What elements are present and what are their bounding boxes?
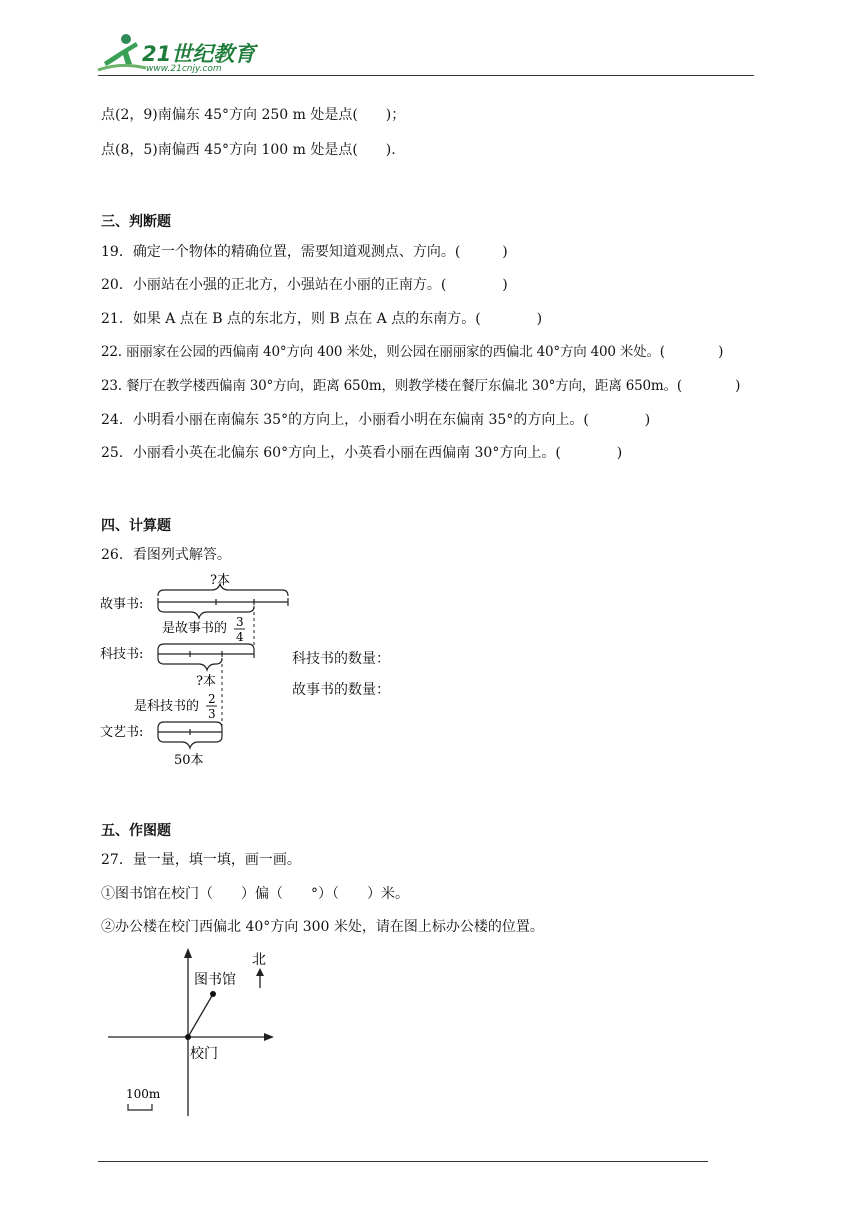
question-25: 25．小丽看小英在北偏东 60°方向上，小英看小丽在西偏南 30°方向上。( ) <box>101 445 623 461</box>
gate-point <box>185 1034 191 1040</box>
library-point <box>210 991 216 997</box>
footer-divider <box>98 1161 708 1162</box>
story-unknown-label: ?本 <box>210 573 230 588</box>
question-20: 20．小丽站在小强的正北方，小强站在小丽的正南方。( ) <box>101 277 508 293</box>
question-23: 23. 餐厅在教学楼西偏南 30°方向，距离 650m，则教学楼在餐厅东偏北 30°方向，距离 650m。( ) <box>101 378 741 394</box>
segment-diagram <box>96 570 396 770</box>
scale-bar <box>128 1104 152 1110</box>
art-book-label: 文艺书: <box>100 725 144 740</box>
header-divider <box>98 75 754 76</box>
question-19: 19．确定一个物体的精确位置，需要知道观测点、方向。( ) <box>101 244 508 260</box>
north-label: 北 <box>252 952 266 968</box>
header-logo <box>96 32 266 76</box>
question-21: 21．如果 A 点在 B 点的东北方，则 B 点在 A 点的东南方。( ) <box>101 311 543 327</box>
question-22: 22. 丽丽家在公园的西偏南 40°方向 400 米处，则公园在丽丽家的西偏北 40°方向 400 米处。( ) <box>101 344 724 360</box>
continuation-line-2: 点(8，5)南偏西 45°方向 100 m 处是点( ). <box>101 142 396 158</box>
fraction-label-1: 是故事书的 <box>162 621 228 636</box>
direction-map <box>104 944 294 1124</box>
logo-url: www.21cnjy.com <box>146 64 222 74</box>
fraction-label-2: 是科技书的 <box>134 699 200 714</box>
science-book-label: 科技书: <box>100 647 144 662</box>
fraction-2-num: 2 <box>208 692 216 706</box>
library-label: 图书馆 <box>194 972 236 988</box>
art-book-value: 50本 <box>174 753 204 768</box>
question-24: 24．小明看小丽在南偏东 35°的方向上，小丽看小明在东偏南 35°的方向上。( ) <box>101 412 651 428</box>
runner-logo-icon <box>96 32 148 76</box>
section-title-calculation: 四、计算题 <box>101 518 171 534</box>
answer-prompt-story: 故事书的数量： <box>292 682 390 698</box>
logo-title: 21世纪教育 <box>142 42 256 66</box>
question-27-part-2: ②办公楼在校门西偏北 40°方向 300 米处，请在图上标办公楼的位置。 <box>101 919 544 935</box>
section-title-drawing: 五、作图题 <box>101 823 171 839</box>
fraction-2-den: 3 <box>208 707 216 721</box>
question-27-part-1: ①图书馆在校门（ ）偏（ °）（ ）米。 <box>101 886 409 902</box>
fraction-1-num: 3 <box>236 615 244 629</box>
scale-label: 100m <box>126 1087 161 1101</box>
answer-prompt-science: 科技书的数量： <box>292 651 390 667</box>
science-unknown-label: ?本 <box>196 674 216 689</box>
fraction-1-den: 4 <box>236 630 244 644</box>
north-arrow-icon <box>256 968 264 988</box>
section-title-judgment: 三、判断题 <box>101 214 171 230</box>
continuation-line-1: 点(2，9)南偏东 45°方向 250 m 处是点( )； <box>101 107 406 123</box>
story-book-label: 故事书: <box>100 597 144 612</box>
question-27: 27．量一量，填一填，画一画。 <box>101 852 301 868</box>
gate-label: 校门 <box>190 1046 218 1062</box>
question-26: 26．看图列式解答。 <box>101 547 231 563</box>
